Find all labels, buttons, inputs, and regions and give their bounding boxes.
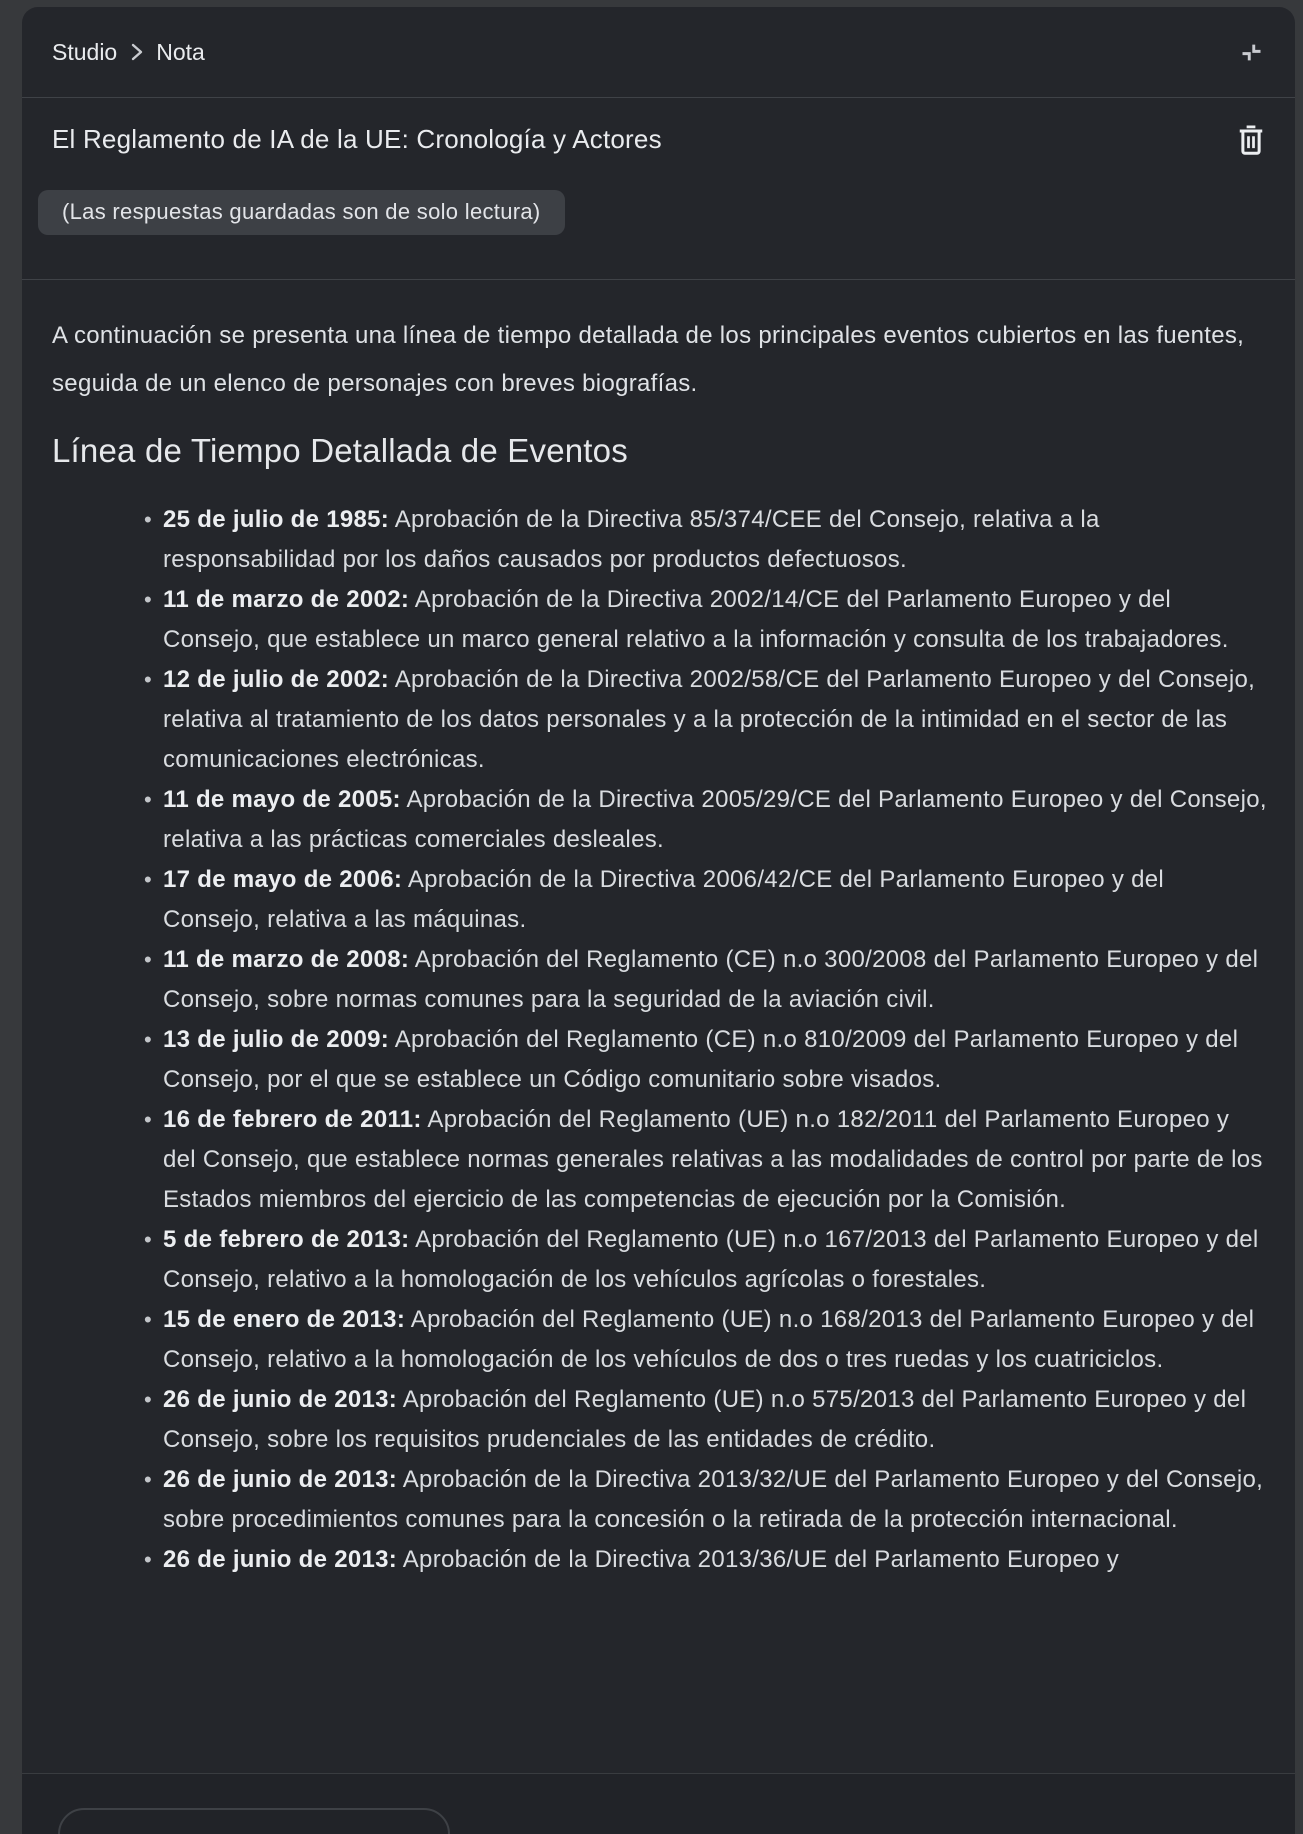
- event-text: Aprobación de la Directiva 2002/58/CE del Parlamento Europeo y del Consejo, relativa al tratamiento de los datos personales y a la protección de la intimidad en el sector de las comunicaciones electrónicas.: [163, 666, 1256, 773]
- event-date: 25 de julio de 1985:: [163, 506, 390, 533]
- timeline-heading: Línea de Tiempo Detallada de Eventos: [52, 432, 628, 469]
- timeline-event: [163, 580, 1267, 660]
- timeline-event: [163, 860, 1267, 940]
- timeline-event: [163, 1100, 1267, 1220]
- event-date: 11 de mayo de 2005:: [163, 786, 401, 813]
- event-text: Aprobación de la Directiva 85/374/CEE del Consejo, relativa a la responsabilidad por los daños causados por productos defectuosos.: [163, 506, 1100, 573]
- event-date: 26 de junio de 2013:: [163, 1546, 398, 1573]
- timeline-event: [163, 1460, 1267, 1540]
- event-text: Aprobación del Reglamento (CE) n.o 300/2008 del Parlamento Europeo y del Consejo, sobre normas comunes para la seguridad de la aviación civil.: [163, 946, 1259, 1013]
- timeline-event: [163, 660, 1267, 780]
- delete-note-button[interactable]: [1231, 120, 1271, 160]
- collapse-content-icon: [1238, 39, 1265, 66]
- event-date: 5 de febrero de 2013:: [163, 1226, 410, 1253]
- event-date: 16 de febrero de 2011:: [163, 1106, 422, 1133]
- event-date: 26 de junio de 2013:: [163, 1466, 398, 1493]
- event-date: 11 de marzo de 2002:: [163, 586, 410, 613]
- timeline-event: [163, 1300, 1267, 1380]
- timeline-event: [163, 1540, 1267, 1580]
- timeline-event: [163, 780, 1267, 860]
- event-text: Aprobación de la Directiva 2005/29/CE del Parlamento Europeo y del Consejo, relativa a las prácticas comerciales desleales.: [163, 786, 1267, 853]
- event-date: 11 de marzo de 2008:: [163, 946, 410, 973]
- breadcrumb-studio[interactable]: Studio: [52, 38, 118, 65]
- event-text: Aprobación de la Directiva 2002/14/CE del Parlamento Europeo y del Consejo, que establece un marco general relativo a la información y consulta de los trabajadores.: [163, 586, 1229, 653]
- readonly-badge: (Las respuestas guardadas son de solo lectura): [38, 190, 565, 235]
- timeline-list: [52, 500, 1267, 1580]
- event-text: Aprobación de la Directiva 2013/36/UE del Parlamento Europeo y: [402, 1546, 1120, 1573]
- event-date: 17 de mayo de 2006:: [163, 866, 403, 893]
- note-title-section: [22, 98, 1295, 280]
- timeline-event: [163, 500, 1267, 580]
- event-date: 26 de junio de 2013:: [163, 1386, 398, 1413]
- note-title: El Reglamento de IA de la UE: Cronología y Actores: [52, 124, 662, 154]
- event-text: Aprobación del Reglamento (UE) n.o 575/2013 del Parlamento Europeo y del Consejo, sobre los requisitos prudenciales de las entidades de crédito.: [163, 1386, 1247, 1453]
- event-text: Aprobación del Reglamento (UE) n.o 167/2013 del Parlamento Europeo y del Consejo, relativo a la homologación de los vehículos agrícolas o forestales.: [163, 1226, 1259, 1293]
- event-date: 13 de julio de 2009:: [163, 1026, 390, 1053]
- collapse-panel-button[interactable]: [1231, 32, 1271, 72]
- timeline-event: [163, 1020, 1267, 1100]
- timeline-event: [163, 1380, 1267, 1460]
- panel-footer: [22, 1773, 1295, 1834]
- breadcrumb-nota: Nota: [156, 38, 205, 65]
- chevron-right-icon: [129, 43, 144, 61]
- event-text: Aprobación de la Directiva 2013/32/UE del Parlamento Europeo y del Consejo, sobre procedimientos comunes para la concesión o la retirada de la protección internacional.: [163, 1466, 1264, 1533]
- timeline-event: [163, 940, 1267, 1020]
- event-date: 12 de julio de 2002:: [163, 666, 390, 693]
- event-date: 15 de enero de 2013:: [163, 1306, 406, 1333]
- panel-header: [22, 7, 1295, 98]
- breadcrumb: [52, 39, 205, 66]
- event-text: Aprobación del Reglamento (CE) n.o 810/2009 del Parlamento Europeo y del Consejo, por el que se establece un Código comunitario sobre visados.: [163, 1026, 1239, 1093]
- trash-icon: [1236, 123, 1266, 157]
- event-text: Aprobación del Reglamento (UE) n.o 182/2011 del Parlamento Europeo y del Consejo, que establece normas generales relativas a las modalidades de control por parte de los Estados miembros del ejercicio de las competencias de ejecución por la Comisión.: [163, 1106, 1263, 1213]
- note-title-row: [52, 120, 1271, 160]
- note-content-scroll-area[interactable]: [22, 280, 1295, 1773]
- event-text: Aprobación de la Directiva 2006/42/CE del Parlamento Europeo y del Consejo, relativa a las máquinas.: [163, 866, 1165, 933]
- chat-input-box[interactable]: [58, 1808, 450, 1834]
- timeline-event: [163, 1220, 1267, 1300]
- intro-paragraph: A continuación se presenta una línea de tiempo detallada de los principales eventos cubiertos en las fuentes, seguida de un elenco de personajes con breves biografías.: [52, 322, 1245, 397]
- event-text: Aprobación del Reglamento (UE) n.o 168/2013 del Parlamento Europeo y del Consejo, relativo a la homologación de los vehículos de dos o tres ruedas y los cuatriciclos.: [163, 1306, 1255, 1373]
- note-panel: [22, 7, 1295, 1834]
